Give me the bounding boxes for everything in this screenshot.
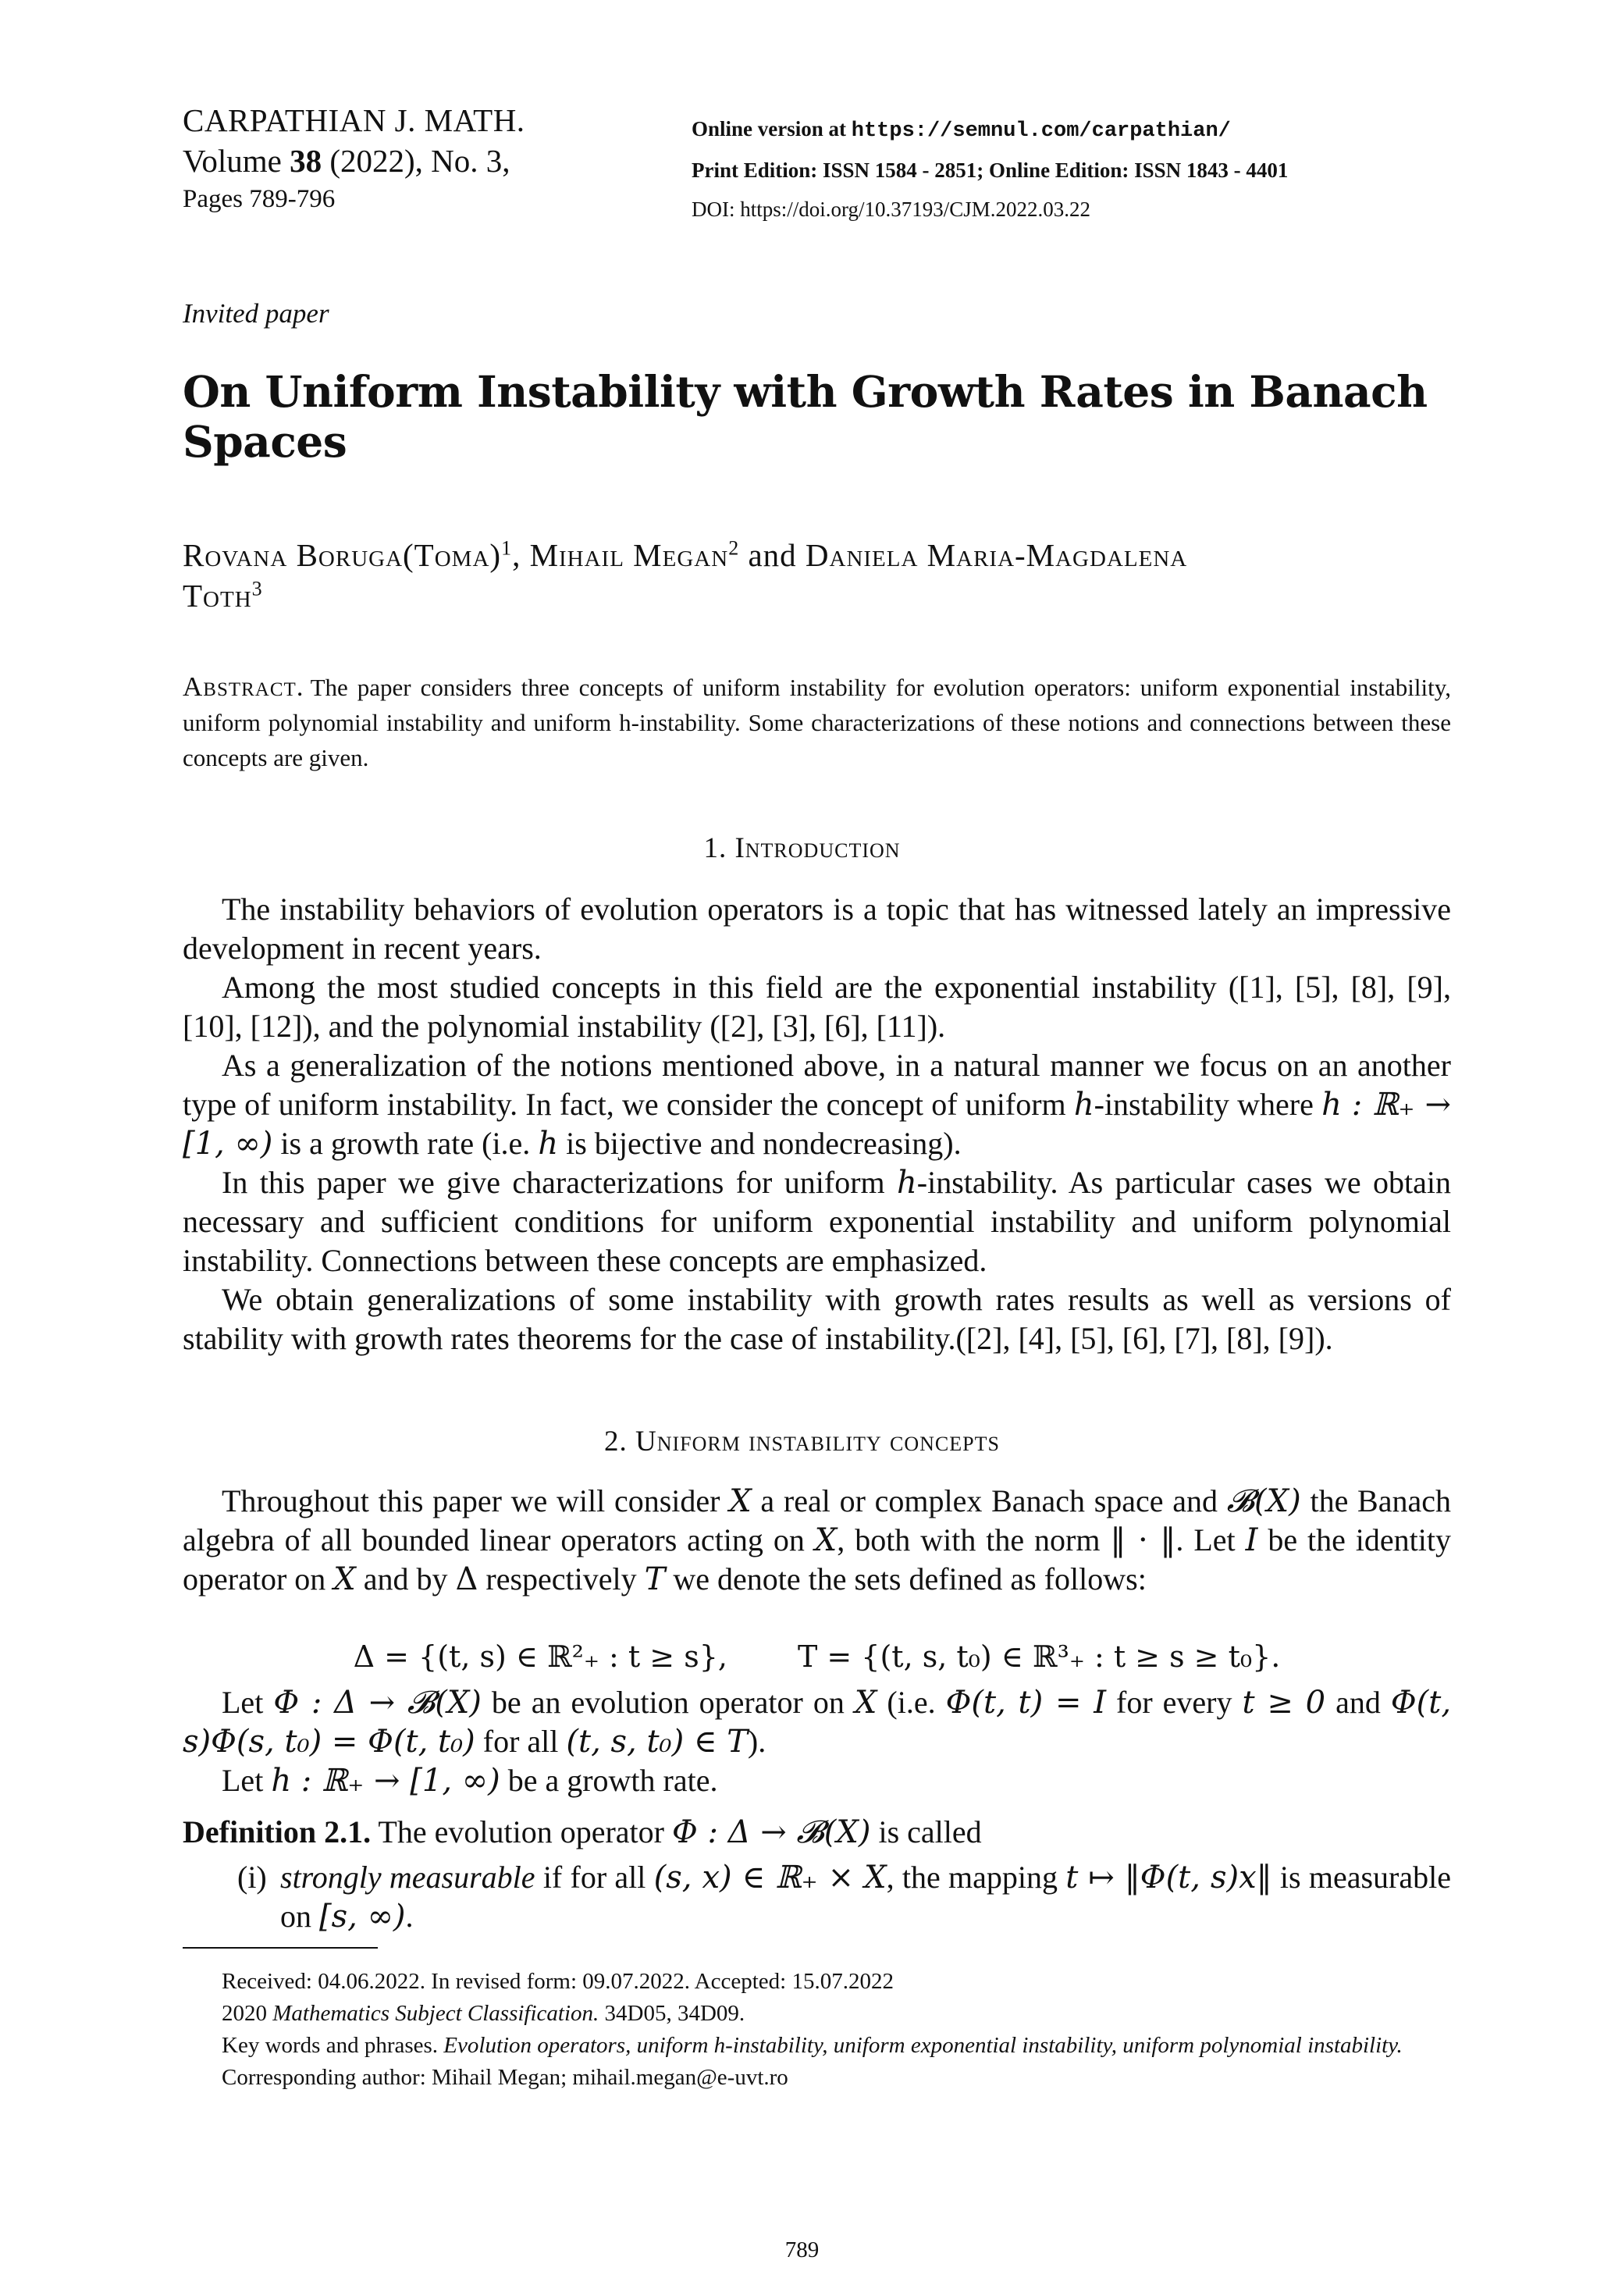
author-list: Rovana Boruga(Toma)$^1$, Mihail Megan$^2$ and Daniela Maria-Magdalena Toth$^3$ <box>183 536 1188 614</box>
section-heading-introduction: 1. Introduction <box>703 832 901 864</box>
online-url-link[interactable]: https://semnul.com/carpathian/ <box>851 119 1231 143</box>
journal-header <box>183 100 620 217</box>
corresponding-author: Corresponding author: Mihail Megan; mihail.megan@e-uvt.ro <box>222 2065 788 2090</box>
equation-delta-T <box>183 1639 1451 1674</box>
received-dates: Received: 04.06.2022. In revised form: 09.07.2022. Accepted: 15.07.2022 <box>222 1969 894 1994</box>
keywords: Key words and phrases. Evolution operators, uniform h-instability, uniform exponential instability, uniform polynomial instability. <box>222 2033 1403 2058</box>
equation-delta: Δ = {(t, s) ∈ ℝ²₊ : t ≥ s}, <box>353 1639 727 1674</box>
paragraph: We obtain generalizations of some instability with growth rates results as well as versions of stability with growth rates theorems for the case of instability.([2], [4], [5], [6], [7], [8], [9]). <box>183 1282 1451 1356</box>
section2-paragraph: Throughout this paper we will consider X a real or complex Banach space and 𝓑(X) the Banach algebra of all bounded linear operators acting on X, both with the norm ‖ · ‖. Let I be the identity operator on X and by Δ respectively T we denote the sets defined as follows: <box>183 1483 1451 1597</box>
online-version-line: Online version at https://semnul.com/carpathian/ <box>692 117 1231 143</box>
abstract-text: The paper considers three concepts of uniform instability for evolution operators: uniform exponential instability, uniform polynomial instability and uniform h-instability. Some characterizations of these notions and connections between these concepts are given. <box>183 674 1451 771</box>
definition-label: Definition 2.1. <box>183 1814 372 1849</box>
doi-line[interactable]: DOI: https://doi.org/10.37193/CJM.2022.03.22 <box>692 198 1091 221</box>
definition-2-1: Definition 2.1. The evolution operator Φ : Δ → 𝓑(X) is called <box>183 1814 982 1850</box>
page-number: 789 <box>784 2237 820 2262</box>
paragraph: In this paper we give characterizations for uniform h-instability. As particular cases we obtain necessary and sufficient conditions for uniform exponential instability and uniform polynomial instability. Connections between these concepts are emphasized. <box>183 1165 1451 1278</box>
page-range: Pages 789-796 <box>183 185 336 213</box>
paper-title: On Uniform Instability with Growth Rates in Banach Spaces <box>183 366 1428 467</box>
issn-line: Print Edition: ISSN 1584 - 2851; Online Edition: ISSN 1843 - 4401 <box>692 158 1289 182</box>
paragraph: Among the most studied concepts in this field are the exponential instability ([1], [5], [8], [9], [10], [12]), and the polynomial instability ([2], [3], [6], [11]). <box>183 970 1451 1044</box>
footnotes <box>183 1966 1451 2094</box>
section-heading-uniform-instability: 2. Uniform instability concepts <box>604 1426 1000 1458</box>
paragraph: The instability behaviors of evolution operators is a topic that has witnessed lately an impressive development in recent years. <box>183 892 1451 966</box>
msc-classification: 2020 Mathematics Subject Classification. 34D05, 34D09. <box>222 2001 745 2026</box>
publication-info <box>692 109 1441 229</box>
paper-type-label: Invited paper <box>183 298 329 329</box>
section2-evolution-operator-paragraph: Let Φ : Δ → 𝓑(X) be an evolution operator on X (i.e. Φ(t, t) = I for every t ≥ 0 and Φ(t, s)Φ(s, t₀) = Φ(t, t₀) for all (t, s, t₀) ∈ T). Let h : ℝ₊ → [1, ∞) be a growth rate. <box>183 1685 1452 1799</box>
footnote-divider <box>183 1947 378 1949</box>
equation-T: T = {(t, s, t₀) ∈ ℝ³₊ : t ≥ s ≥ t₀}. <box>797 1639 1281 1674</box>
volume-number: 38 <box>290 143 322 179</box>
paragraph: As a generalization of the notions mentioned above, in a natural manner we focus on an another type of uniform instability. In fact, we consider the concept of uniform h-instability where h : ℝ₊ → [1, ∞) is a growth rate (i.e. h is bijective and nondecreasing). <box>183 1048 1451 1162</box>
author-1: Rovana Boruga(Toma) <box>183 537 502 573</box>
introduction-body <box>183 890 1451 1358</box>
author-2: Mihail Megan <box>529 537 729 573</box>
abstract-label: Abstract. <box>183 671 304 702</box>
journal-name: CARPATHIAN J. MATH. <box>183 102 525 138</box>
volume-line: Volume 38 (2022), No. 3, <box>183 143 510 179</box>
author-3: Daniela Maria-Magdalena <box>805 537 1188 573</box>
abstract <box>183 669 1451 775</box>
definition-item-i: (i) strongly measurable if for all (s, x) ∈ ℝ₊ × X, the mapping t ↦ ‖Φ(t, s)x‖ is measurable on [s, ∞). <box>237 1860 1451 1935</box>
